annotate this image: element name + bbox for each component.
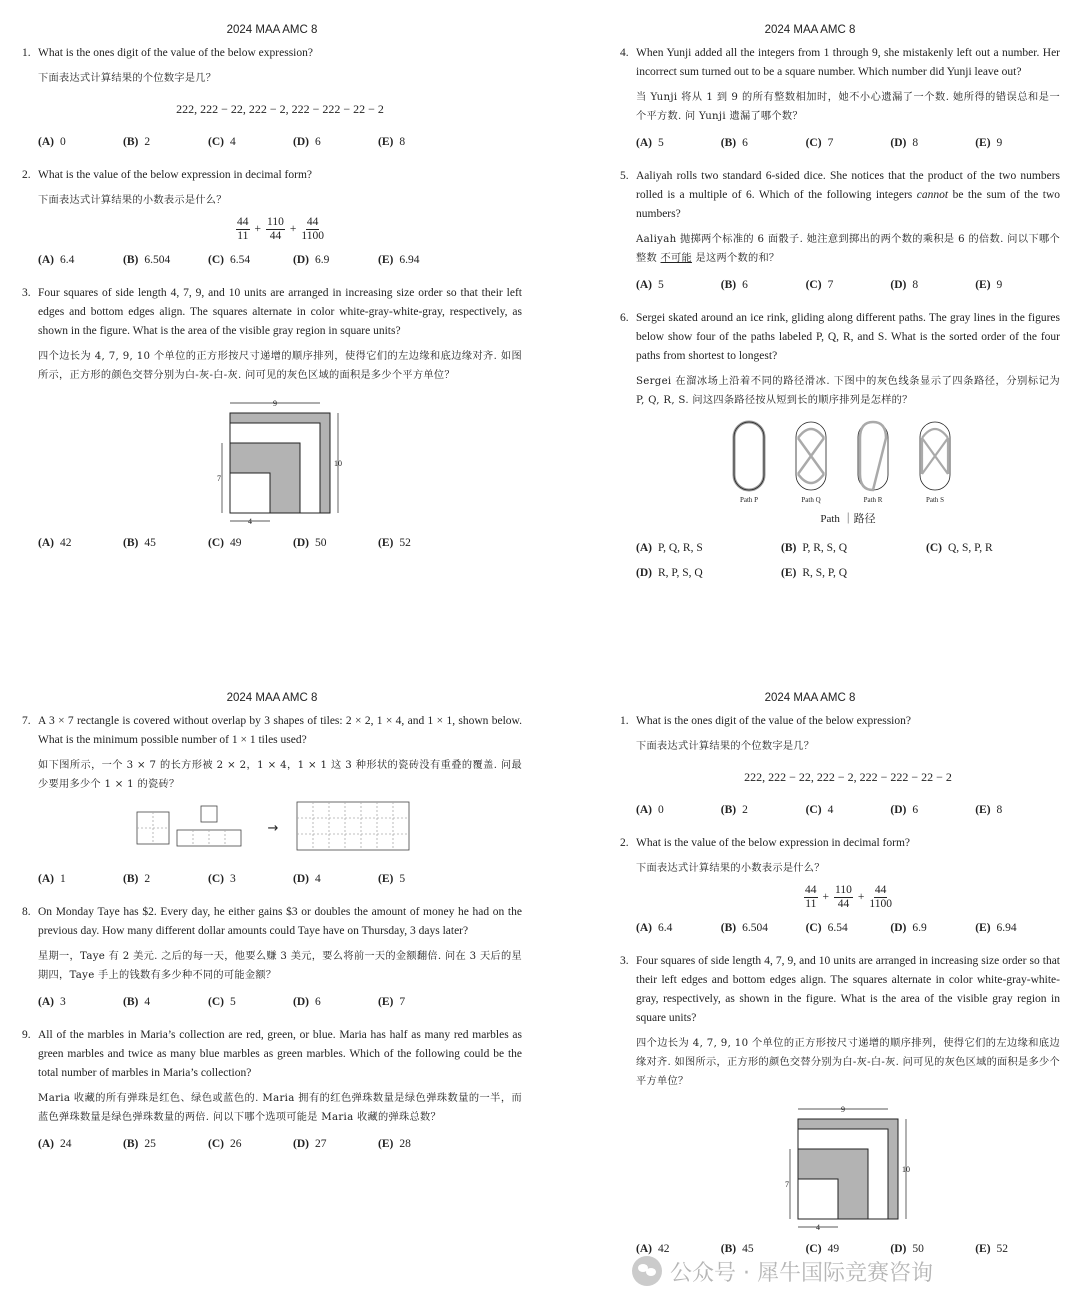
squares-figure: [210, 391, 350, 526]
choice-e: (E) 8: [378, 136, 406, 148]
problem-number: 2.: [620, 837, 629, 849]
svg-text:Path Q: Path Q: [801, 496, 821, 504]
problem-text-cn: 下面表达式计算结果的个位数字是几？: [636, 741, 815, 752]
problem-text-en: When Yunji added all the integers from 1 through 9, she mistakenly left out a number. Her incorrect sum turned out to be a square number. Which number did Yunji leave out?: [636, 47, 1060, 78]
problem-number: 9.: [22, 1029, 31, 1041]
problem-number: 6.: [620, 312, 629, 324]
choice-a: (A) 42: [636, 1243, 670, 1255]
choice-c: (C) 5: [208, 996, 236, 1008]
choice-c: (C) 4: [208, 136, 236, 148]
label-9: 9: [273, 399, 277, 408]
choice-b: (B) P, R, S, Q: [781, 542, 848, 554]
choice-a: (A) 0: [38, 136, 66, 148]
problem-4: [620, 44, 1060, 153]
problem-2: [22, 166, 522, 270]
problem-text-en: What is the value of the below expression in decimal form?: [38, 169, 312, 181]
fraction: $\frac{44}{1100}$: [869, 884, 892, 910]
path-q-figure: [796, 422, 826, 504]
choice-b: (B) 6.504: [123, 254, 171, 266]
problem-9: [22, 1026, 522, 1154]
choice-b: (B) 6: [720, 137, 748, 149]
choice-b: (B) 45: [123, 537, 156, 549]
wechat-icon: [632, 1256, 662, 1286]
choice-e: (E) 8: [975, 804, 1003, 816]
problem-number: 5.: [620, 170, 629, 182]
answer-choices: [636, 919, 1060, 938]
problem-text-en: A 3 × 7 rectangle is covered without overlap by 3 shapes of tiles: 2 × 2, 1 × 4, and 1 × 1, shown below. What is the minimum possible number of 1 × 1 tiles used?: [38, 715, 522, 746]
problem-text-en: All of the marbles in Maria’s collection are red, green, or blue. Maria has half as many red marbles as green marbles and twice as many blue marbles as green marbles. Which of the following could be the total number of marbles in Maria’s collection?: [38, 1029, 522, 1079]
choice-e: (E) 9: [975, 137, 1003, 149]
problem-text-en: Aaliyah rolls two standard 6-sided dice. She notices that the product of the two numbers rolled is a multiple of 6. Which of the following integers cannot be the sum of the two numbers?: [636, 170, 1060, 220]
problem-text-cn: 下面表达式计算结果的个位数字是几？: [38, 73, 217, 84]
tile-2x2: [137, 812, 169, 844]
choice-e: (E) 52: [975, 1243, 1009, 1255]
choice-d: (D) R, P, S, Q: [636, 567, 703, 579]
fraction: $\frac{44}{11}$: [237, 216, 249, 242]
problem-number: 3.: [620, 955, 629, 967]
choice-e: (E) 28: [378, 1138, 411, 1150]
choice-a: (A) 5: [636, 137, 664, 149]
answer-choices: [38, 1135, 522, 1154]
problem-7: [22, 712, 522, 889]
label-10: 10: [334, 459, 342, 468]
problem-3: [620, 952, 1060, 1259]
label-4: 4: [816, 1223, 820, 1232]
problem-number: 4.: [620, 47, 629, 59]
answer-choices: [38, 534, 522, 553]
answer-choices: [38, 133, 522, 152]
svg-text:Path R: Path R: [863, 496, 883, 504]
square-4: [230, 473, 270, 513]
choice-c: (C) 49: [208, 537, 242, 549]
choice-e: (E) 7: [378, 996, 406, 1008]
problem-number: 8.: [22, 906, 31, 918]
answer-choices: [636, 276, 1060, 295]
problem-text-en: What is the ones digit of the value of the below expression?: [38, 47, 313, 59]
problem-text-en: Four squares of side length 4, 7, 9, and 10 units are arranged in increasing size order so that their left edges and bottom edges align. The squares alternate in color white-gray-white-gray, respectively, as shown in the figure. What is the area of the visible gray region in square units?: [636, 955, 1060, 1024]
problem-text-cn: 当 Yunji 将从 1 到 9 的所有整数相加时，她不小心遗漏了一个数. 她所得的错误总和是一个平方数. 问 Yunji 遗漏了哪个数？: [636, 92, 1060, 122]
problem-number: 3.: [22, 287, 31, 299]
choice-d: (D) 6: [293, 136, 321, 148]
grid-3x7: [297, 802, 409, 850]
problem-text-cn: 四个边长为 4, 7, 9, 10 个单位的正方形按尺寸递增的顺序排列，使得它们的左边缘和底边缘对齐. 如图所示，正方形的颜色交替分别为白-灰-白-灰. 问可见的灰色区域的面积是多少个平方单位？: [636, 1038, 1060, 1087]
choice-a: (A) 0: [636, 804, 664, 816]
fraction-expression: $\frac{44}{11}$ + $\frac{110}{44}$ + $\frac{44}{1100}$: [237, 216, 324, 242]
choice-b: (B) 25: [123, 1138, 156, 1150]
problem-text-cn: 下面表达式计算结果的小数表示是什么？: [38, 195, 227, 206]
page-header: 2024 MAA AMC 8: [226, 692, 318, 704]
problem-text-cn: 如下图所示，一个 3 × 7 的长方形被 2 × 2，1 × 4，1 × 1 这 3 种形状的瓷砖没有重叠的覆盖. 问最少要用多少个 1 × 1 的瓷砖？: [38, 760, 522, 790]
arrow: →: [267, 821, 279, 836]
choice-e: (E) 52: [378, 537, 411, 549]
squares-figure: [778, 1097, 918, 1232]
page-header: 2024 MAA AMC 8: [764, 692, 856, 704]
path-s-figure: [920, 422, 950, 504]
fraction: $\frac{110}{44}$: [267, 216, 284, 242]
problem-text-en: Four squares of side length 4, 7, 9, and 10 units are arranged in increasing size order so that their left edges and bottom edges align. The squares alternate in color white-gray-white-gray, respectively, as shown in the figure. What is the area of the visible gray region in square units?: [38, 287, 522, 337]
problem-number: 1.: [22, 47, 31, 59]
choice-d: (D) 6.9: [293, 254, 330, 266]
problem-text-cn: Aaliyah 抛掷两个标准的 6 面骰子. 她注意到掷出的两个数的乘积是 6 的倍数. 问以下哪个整数 不可能 是这两个数的和？: [636, 234, 1060, 264]
path-r-figure: [858, 422, 888, 504]
fraction: $\frac{44}{11}$: [805, 884, 817, 910]
problem-text-cn: 下面表达式计算结果的小数表示是什么？: [636, 863, 825, 874]
choice-b: (B) 6: [720, 279, 748, 291]
label-4: 4: [248, 517, 252, 526]
watermark-text: 公众号 · 犀牛国际竞赛咨询: [670, 1260, 933, 1286]
problem-number: 2.: [22, 169, 31, 181]
problem-6: [620, 309, 1060, 583]
label-10: 10: [902, 1165, 910, 1174]
answer-choices: [38, 251, 522, 270]
figure-caption: Path ｜路径: [820, 513, 876, 525]
problem-text-en: Sergei skated around an ice rink, gliding along different paths. The gray lines in the figures below show four of the paths labeled P, Q, R, and S. What is the sorted order of the four paths from shortest to longest?: [636, 312, 1060, 362]
choice-c: (C) 3: [208, 873, 236, 885]
choice-b: (B) 45: [720, 1243, 754, 1255]
problem-text-cn: Sergei 在溜冰场上沿着不同的路径滑冰. 下图中的灰色线条显示了四条路径，分别标记为 P, Q, R, S. 问这四条路径按从短到长的顺序排列是怎样的？: [636, 376, 1060, 406]
problem-1: [22, 44, 522, 152]
choice-d: (D) 8: [890, 279, 919, 291]
label-9: 9: [841, 1105, 845, 1114]
choice-e: (E) 6.94: [378, 254, 420, 266]
choice-d: (D) 50: [890, 1243, 924, 1255]
choice-e: (E) 9: [975, 279, 1003, 291]
page-top-left: [0, 0, 540, 658]
page-bottom-right: [540, 658, 1080, 1316]
choice-d: (D) 50: [293, 537, 327, 549]
answer-choices: [636, 539, 1060, 583]
expression: 222, 222 − 22, 222 − 2, 222 − 222 − 22 − 2: [744, 770, 952, 784]
problem-text-en: On Monday Taye has $2. Every day, he either gains $3 or doubles the amount of money he had on the previous day. How many different dollar amounts could Taye have on Thursday, 3 days later?: [38, 906, 522, 937]
choice-a: (A) 42: [38, 537, 72, 549]
choice-a: (A) 5: [636, 279, 664, 291]
problem-number: 7.: [22, 715, 31, 727]
problem-3: [22, 284, 522, 553]
problem-number: 1.: [620, 715, 629, 727]
choice-a: (A) 1: [38, 873, 66, 885]
choice-c: (C) 7: [805, 279, 834, 291]
problem-text-cn: 星期一，Taye 有 2 美元. 之后的每一天，他要么赚 3 美元，要么将前一天的金额翻倍. 问在 3 天后的星期四，Taye 手上的钱数有多少种不同的可能金额？: [38, 951, 522, 981]
choice-c: (C) 6.54: [208, 254, 251, 266]
fraction: $\frac{110}{44}$: [835, 884, 852, 910]
page-header: 2024 MAA AMC 8: [226, 24, 318, 36]
choice-b: (B) 2: [123, 873, 151, 885]
problem-5: [620, 167, 1060, 295]
answer-choices: [636, 801, 1060, 820]
problem-text-en: What is the value of the below expression in decimal form?: [636, 837, 910, 849]
choice-a: (A) 6.4: [38, 254, 75, 266]
choice-b: (B) 6.504: [720, 922, 769, 934]
choice-c: (C) 26: [208, 1138, 242, 1150]
svg-text:Path P: Path P: [739, 496, 759, 504]
choice-d: (D) 6: [293, 996, 321, 1008]
fraction: $\frac{44}{1100}$: [301, 216, 324, 242]
choice-a: (A) P, Q, R, S: [636, 542, 703, 554]
choice-d: (D) 6.9: [890, 922, 927, 934]
choice-d: (D) 27: [293, 1138, 327, 1150]
problem-text-en: What is the ones digit of the value of the below expression?: [636, 715, 911, 727]
label-7: 7: [785, 1180, 789, 1189]
choice-a: (A) 24: [38, 1138, 72, 1150]
tile-1x4: [177, 830, 241, 846]
choice-e: (E) 5: [378, 873, 406, 885]
problem-text-cn: 四个边长为 4, 7, 9, 10 个单位的正方形按尺寸递增的顺序排列，使得它们的左边缘和底边缘对齐. 如图所示，正方形的颜色交替分别为白-灰-白-灰. 问可见的灰色区域的面积是多少个平方单位？: [38, 351, 522, 381]
choice-b: (B) 2: [123, 136, 151, 148]
problem-2: [620, 834, 1060, 938]
choice-c: (C) 4: [805, 804, 834, 816]
page-bottom-left: [0, 658, 540, 1316]
svg-text:Path S: Path S: [925, 496, 945, 504]
page-top-right: [540, 0, 1080, 658]
choice-b: (B) 2: [720, 804, 748, 816]
page-header: 2024 MAA AMC 8: [764, 24, 856, 36]
choice-a: (A) 3: [38, 996, 66, 1008]
choice-d: (D) 8: [890, 137, 919, 149]
path-p-figure: [734, 422, 764, 504]
answer-choices: [636, 134, 1060, 153]
fraction-expression: $\frac{44}{11}$ + $\frac{110}{44}$ + $\frac{44}{1100}$: [805, 884, 892, 910]
choice-d: (D) 6: [890, 804, 919, 816]
answer-choices: [38, 993, 522, 1012]
expression: 222, 222 − 22, 222 − 2, 222 − 222 − 22 − 2: [176, 102, 384, 116]
answer-choices: [38, 870, 522, 889]
choice-c: (C) 49: [805, 1243, 840, 1255]
choice-a: (A) 6.4: [636, 922, 673, 934]
problem-1: [620, 712, 1060, 820]
choice-e: (E) R, S, P, Q: [781, 567, 848, 579]
choice-e: (E) 6.94: [975, 922, 1017, 934]
paths-figure: [718, 416, 978, 508]
watermark: [632, 1254, 1062, 1288]
problem-text-cn: Maria 收藏的所有弹珠是红色、绿色或蓝色的. Maria 拥有的红色弹珠数量是绿色弹珠数量的一半，而蓝色弹珠数量是绿色弹珠数量的两倍. 问以下哪个选项可能是 Maria 收藏的弹珠总数？: [38, 1093, 522, 1123]
tile-1x1: [201, 806, 217, 822]
choice-c: (C) 6.54: [805, 922, 848, 934]
tiles-figure: [135, 800, 425, 856]
choice-c: (C) 7: [805, 137, 834, 149]
label-7: 7: [217, 474, 221, 483]
choice-d: (D) 4: [293, 873, 321, 885]
problem-8: [22, 903, 522, 1012]
choice-b: (B) 4: [123, 996, 151, 1008]
choice-c: (C) Q, S, P, R: [926, 542, 993, 554]
square-4: [798, 1179, 838, 1219]
